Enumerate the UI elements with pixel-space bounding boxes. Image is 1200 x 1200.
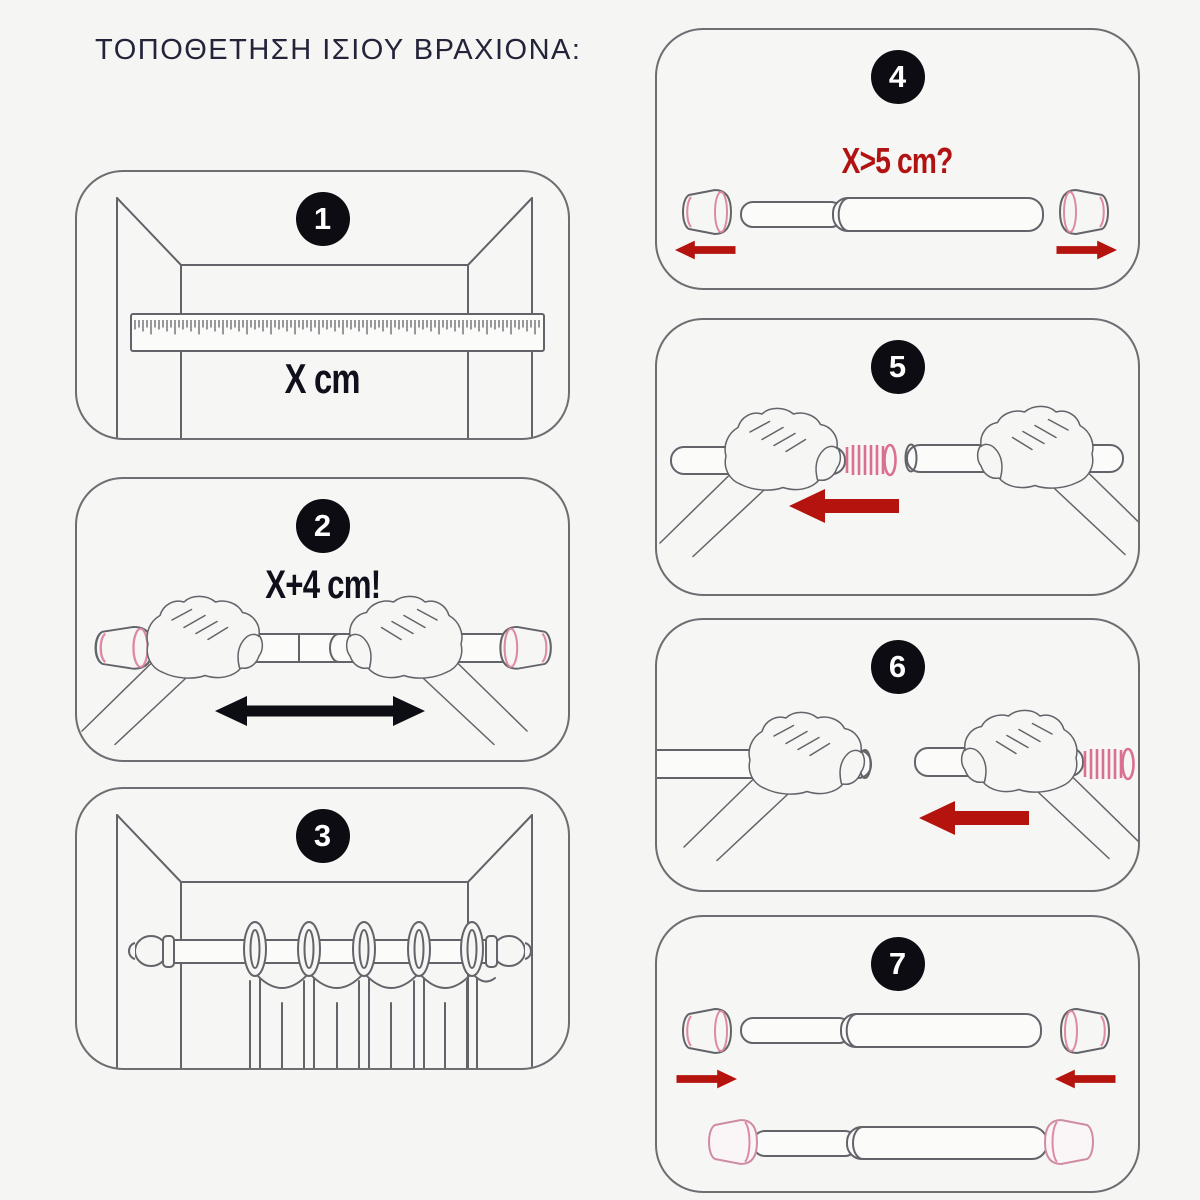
left-end-cap-attached-icon — [709, 1120, 757, 1164]
right-end-cap-attached-icon — [1045, 1120, 1093, 1164]
step-number: 1 — [313, 201, 332, 236]
step-number-badge — [871, 937, 925, 991]
right-hand-drawing — [962, 710, 1140, 858]
step-panel-5 — [655, 318, 1140, 596]
step-panel-6 — [655, 618, 1140, 892]
left-hand-drawing — [684, 712, 864, 860]
measurement-label: X+4 cm! — [264, 563, 381, 607]
step-panel-2 — [75, 477, 570, 762]
page-title: ΤΟΠΟΘΕΤΗΣΗ ΙΣΙΟΥ ΒΡΑΧΙΟΝΑ: — [95, 34, 582, 66]
ruler-icon — [131, 314, 544, 351]
step-number-badge — [871, 340, 925, 394]
red-arrow-left-icon — [789, 489, 899, 523]
step-panel-1 — [75, 170, 570, 440]
step-number: 5 — [888, 349, 907, 384]
step-number-badge — [296, 499, 350, 553]
left-hand-drawing — [660, 408, 840, 556]
telescopic-rod-drawing — [741, 1014, 1041, 1047]
step-number: 4 — [888, 59, 907, 94]
red-arrow-left-icon — [675, 241, 736, 260]
step-number-badge — [296, 192, 350, 246]
right-hand-drawing — [978, 406, 1140, 554]
left-end-cap-icon — [683, 190, 731, 234]
step-number-badge — [871, 640, 925, 694]
right-end-cap-icon — [1060, 190, 1108, 234]
assembled-rod-drawing — [709, 1120, 1093, 1164]
step-number: 3 — [313, 818, 332, 853]
step-panel-3 — [75, 787, 570, 1070]
red-arrow-right-icon — [677, 1070, 738, 1089]
right-end-cap-icon — [1061, 1009, 1109, 1053]
telescopic-rod-drawing — [741, 198, 1043, 231]
black-double-arrow-icon — [215, 696, 425, 726]
spring-icon — [847, 445, 896, 475]
right-hand-drawing — [347, 596, 527, 744]
left-hand-drawing — [82, 596, 262, 744]
red-arrow-left-icon — [919, 801, 1029, 835]
left-end-cap-icon — [683, 1009, 731, 1053]
measurement-label: X cm — [284, 355, 361, 402]
spring-icon — [1085, 749, 1134, 779]
step-number-badge — [296, 809, 350, 863]
step-number: 6 — [888, 649, 907, 684]
step-panel-4 — [655, 28, 1140, 290]
step-panel-7 — [655, 915, 1140, 1193]
step-number-badge — [871, 50, 925, 104]
step-number: 2 — [313, 508, 332, 543]
red-arrow-right-icon — [1057, 241, 1118, 260]
step-number: 7 — [888, 946, 907, 981]
red-arrow-left-icon — [1055, 1070, 1116, 1089]
curtain-drawing — [250, 973, 495, 1070]
question-label: X>5 cm? — [842, 140, 953, 181]
right-end-cap-icon — [500, 627, 550, 669]
left-end-cap-icon — [96, 627, 153, 669]
